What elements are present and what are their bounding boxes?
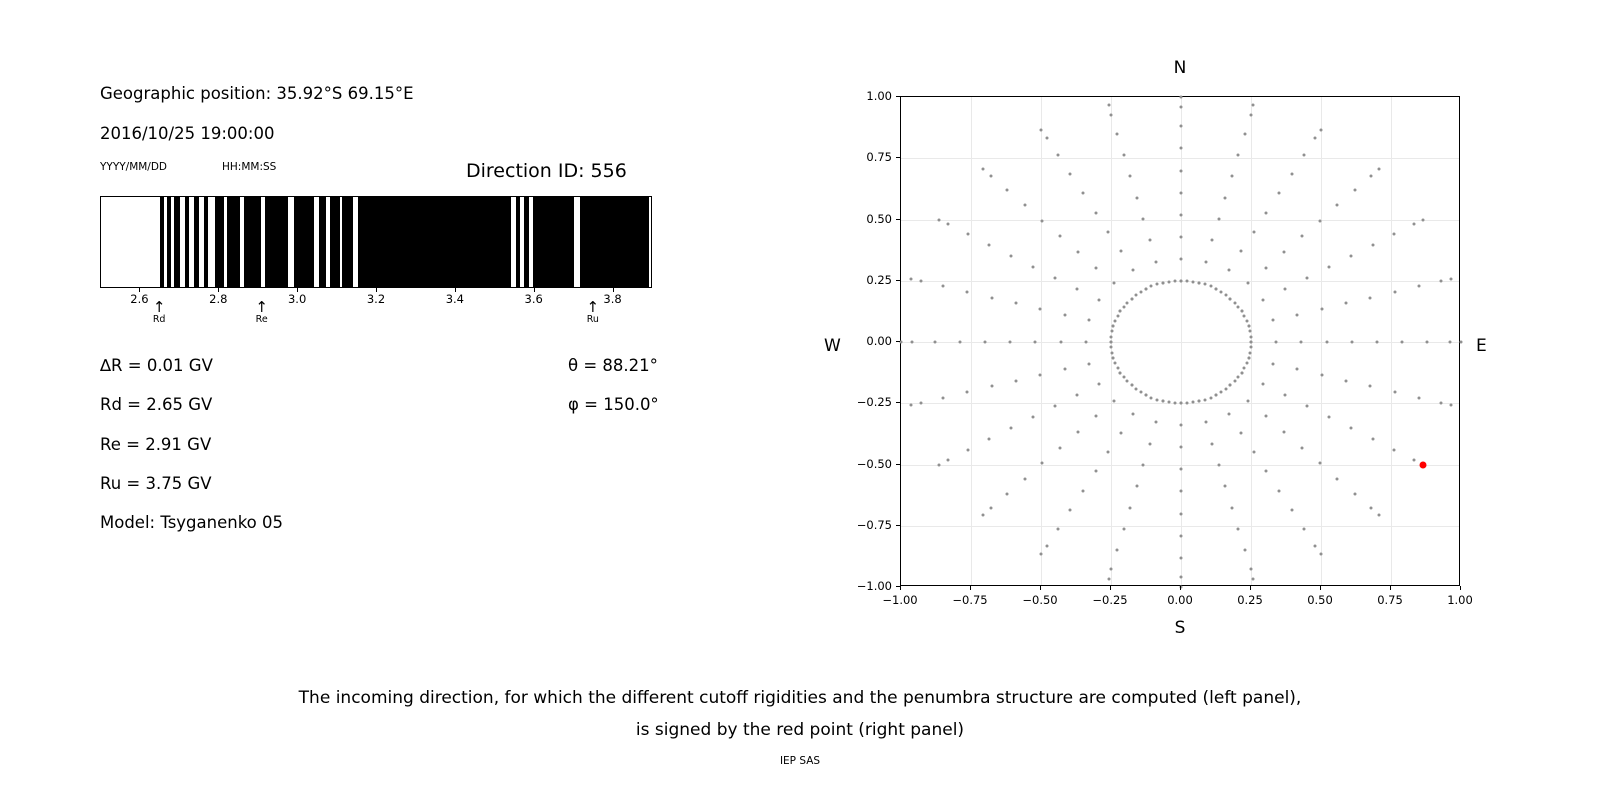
axis-tick-mark [896, 96, 900, 97]
direction-id-label: Direction ID: 556 [466, 160, 627, 182]
penumbra-marker-label: Ru [586, 314, 599, 325]
penumbra-tick-label: 3.4 [445, 292, 464, 306]
up-arrow-icon: ↑ [255, 298, 268, 316]
geographic-position-text: Geographic position: 35.92°S 69.15°E [100, 84, 414, 103]
penumbra-band [194, 197, 199, 287]
penumbra-marker-label: Rd [152, 314, 166, 325]
y-axis-tick-label: 1.00 [866, 89, 892, 103]
y-axis-tick-label: 0.75 [866, 150, 892, 165]
right-panel [800, 0, 1600, 660]
sky-map-axes [800, 0, 1600, 660]
penumbra-band [265, 197, 289, 287]
ru-value: Ru = 3.75 GV [100, 474, 212, 493]
penumbra-tick-label: 3.8 [603, 292, 622, 306]
footer-text: IEP SAS [779, 755, 821, 767]
penumbra-marker-ru [573, 300, 613, 326]
caption-line-1: The incoming direction, for which the different cutoff rigidities and the penumbra structure are computed (left panel), [298, 688, 1302, 708]
penumbra-tick-label: 3.6 [524, 292, 543, 306]
y-axis-tick-label: −0.25 [856, 395, 892, 410]
theta-value: θ = 88.21° [568, 356, 658, 375]
x-axis-tick-label: −0.25 [1092, 593, 1128, 607]
re-value: Re = 2.91 GV [100, 435, 212, 454]
axis-tick-mark [1040, 586, 1041, 590]
x-axis-tick-label: 0.50 [1307, 593, 1333, 607]
x-axis-tick-label: −0.50 [1022, 593, 1058, 607]
penumbra-band [516, 197, 520, 287]
penumbra-band [533, 197, 574, 287]
west-label: W [824, 336, 841, 356]
y-axis-tick-label: 0.50 [866, 211, 892, 226]
left-panel [0, 0, 800, 660]
penumbra-band [227, 197, 240, 287]
penumbra-band [358, 197, 511, 287]
y-axis-tick-label: 0.25 [866, 272, 892, 287]
axis-tick-mark [896, 525, 900, 526]
penumbra-marker-re [242, 300, 282, 326]
axis-tick-mark [1110, 586, 1111, 590]
up-arrow-icon: ↑ [586, 298, 600, 316]
delta-r-value: ∆R = 0.01 GV [100, 356, 213, 375]
axis-tick-mark [970, 586, 971, 590]
penumbra-band [215, 197, 224, 287]
penumbra-band [167, 197, 171, 287]
axis-tick-mark [900, 586, 901, 590]
penumbra-chart [100, 196, 652, 288]
penumbra-tick-label: 3.2 [366, 292, 386, 306]
penumbra-tick-label: 2.6 [130, 292, 149, 306]
penumbra-band [204, 197, 209, 287]
penumbra-band [160, 197, 164, 287]
axis-tick-mark [896, 157, 900, 158]
axis-tick-mark [1460, 586, 1461, 590]
x-axis-tick-label: −0.75 [952, 593, 988, 607]
axis-tick-mark [896, 341, 900, 342]
penumbra-marker-label: Re [255, 314, 268, 325]
time-format-label: HH:MM:SS [222, 161, 277, 173]
x-axis-tick-label: −1.00 [882, 593, 918, 607]
east-label: E [1476, 336, 1487, 356]
figure-caption [0, 682, 1600, 746]
penumbra-bar [100, 196, 652, 288]
south-label: S [1174, 618, 1186, 638]
x-axis-tick-label: 0.25 [1237, 593, 1263, 607]
penumbra-markers [100, 300, 652, 348]
axis-tick-mark [896, 586, 900, 587]
axis-tick-mark [1180, 586, 1181, 590]
penumbra-tick-label: 3.0 [287, 292, 307, 306]
y-axis-tick-label: 0.00 [866, 334, 892, 348]
penumbra-band [330, 197, 340, 287]
date-format-label: YYYY/MM/DD [100, 161, 168, 173]
penumbra-band [294, 197, 314, 287]
axis-tick-mark [896, 219, 900, 220]
penumbra-band [185, 197, 189, 287]
penumbra-marker-rd [139, 300, 179, 326]
penumbra-band [174, 197, 180, 287]
phi-value: φ = 150.0° [568, 395, 659, 414]
x-axis-tick-label: 0.75 [1377, 593, 1403, 607]
penumbra-band [342, 197, 353, 287]
model-value: Model: Tsyganenko 05 [100, 513, 284, 532]
up-arrow-icon: ↑ [152, 298, 166, 316]
penumbra-tick-label: 2.8 [209, 292, 228, 306]
x-axis-tick-label: 0.00 [1167, 593, 1193, 607]
caption-line-2: is signed by the red point (right panel) [635, 720, 965, 740]
y-axis-tick-label: −1.00 [856, 579, 892, 593]
north-label: N [1173, 58, 1187, 78]
penumbra-band [580, 197, 649, 287]
axis-tick-mark [1250, 586, 1251, 590]
y-axis-tick-label: −0.75 [856, 517, 892, 532]
rd-value: Rd = 2.65 GV [100, 395, 213, 414]
axis-tick-mark [896, 280, 900, 281]
axis-tick-mark [896, 402, 900, 403]
penumbra-band [524, 197, 529, 287]
penumbra-band [244, 197, 261, 287]
axis-tick-mark [1390, 586, 1391, 590]
x-axis-tick-label: 1.00 [1447, 593, 1473, 607]
axis-tick-mark [1320, 586, 1321, 590]
y-axis-tick-label: −0.50 [856, 456, 892, 471]
axis-tick-mark [896, 464, 900, 465]
datetime-text: 2016/10/25 19:00:00 [100, 124, 275, 143]
penumbra-band [319, 197, 326, 287]
